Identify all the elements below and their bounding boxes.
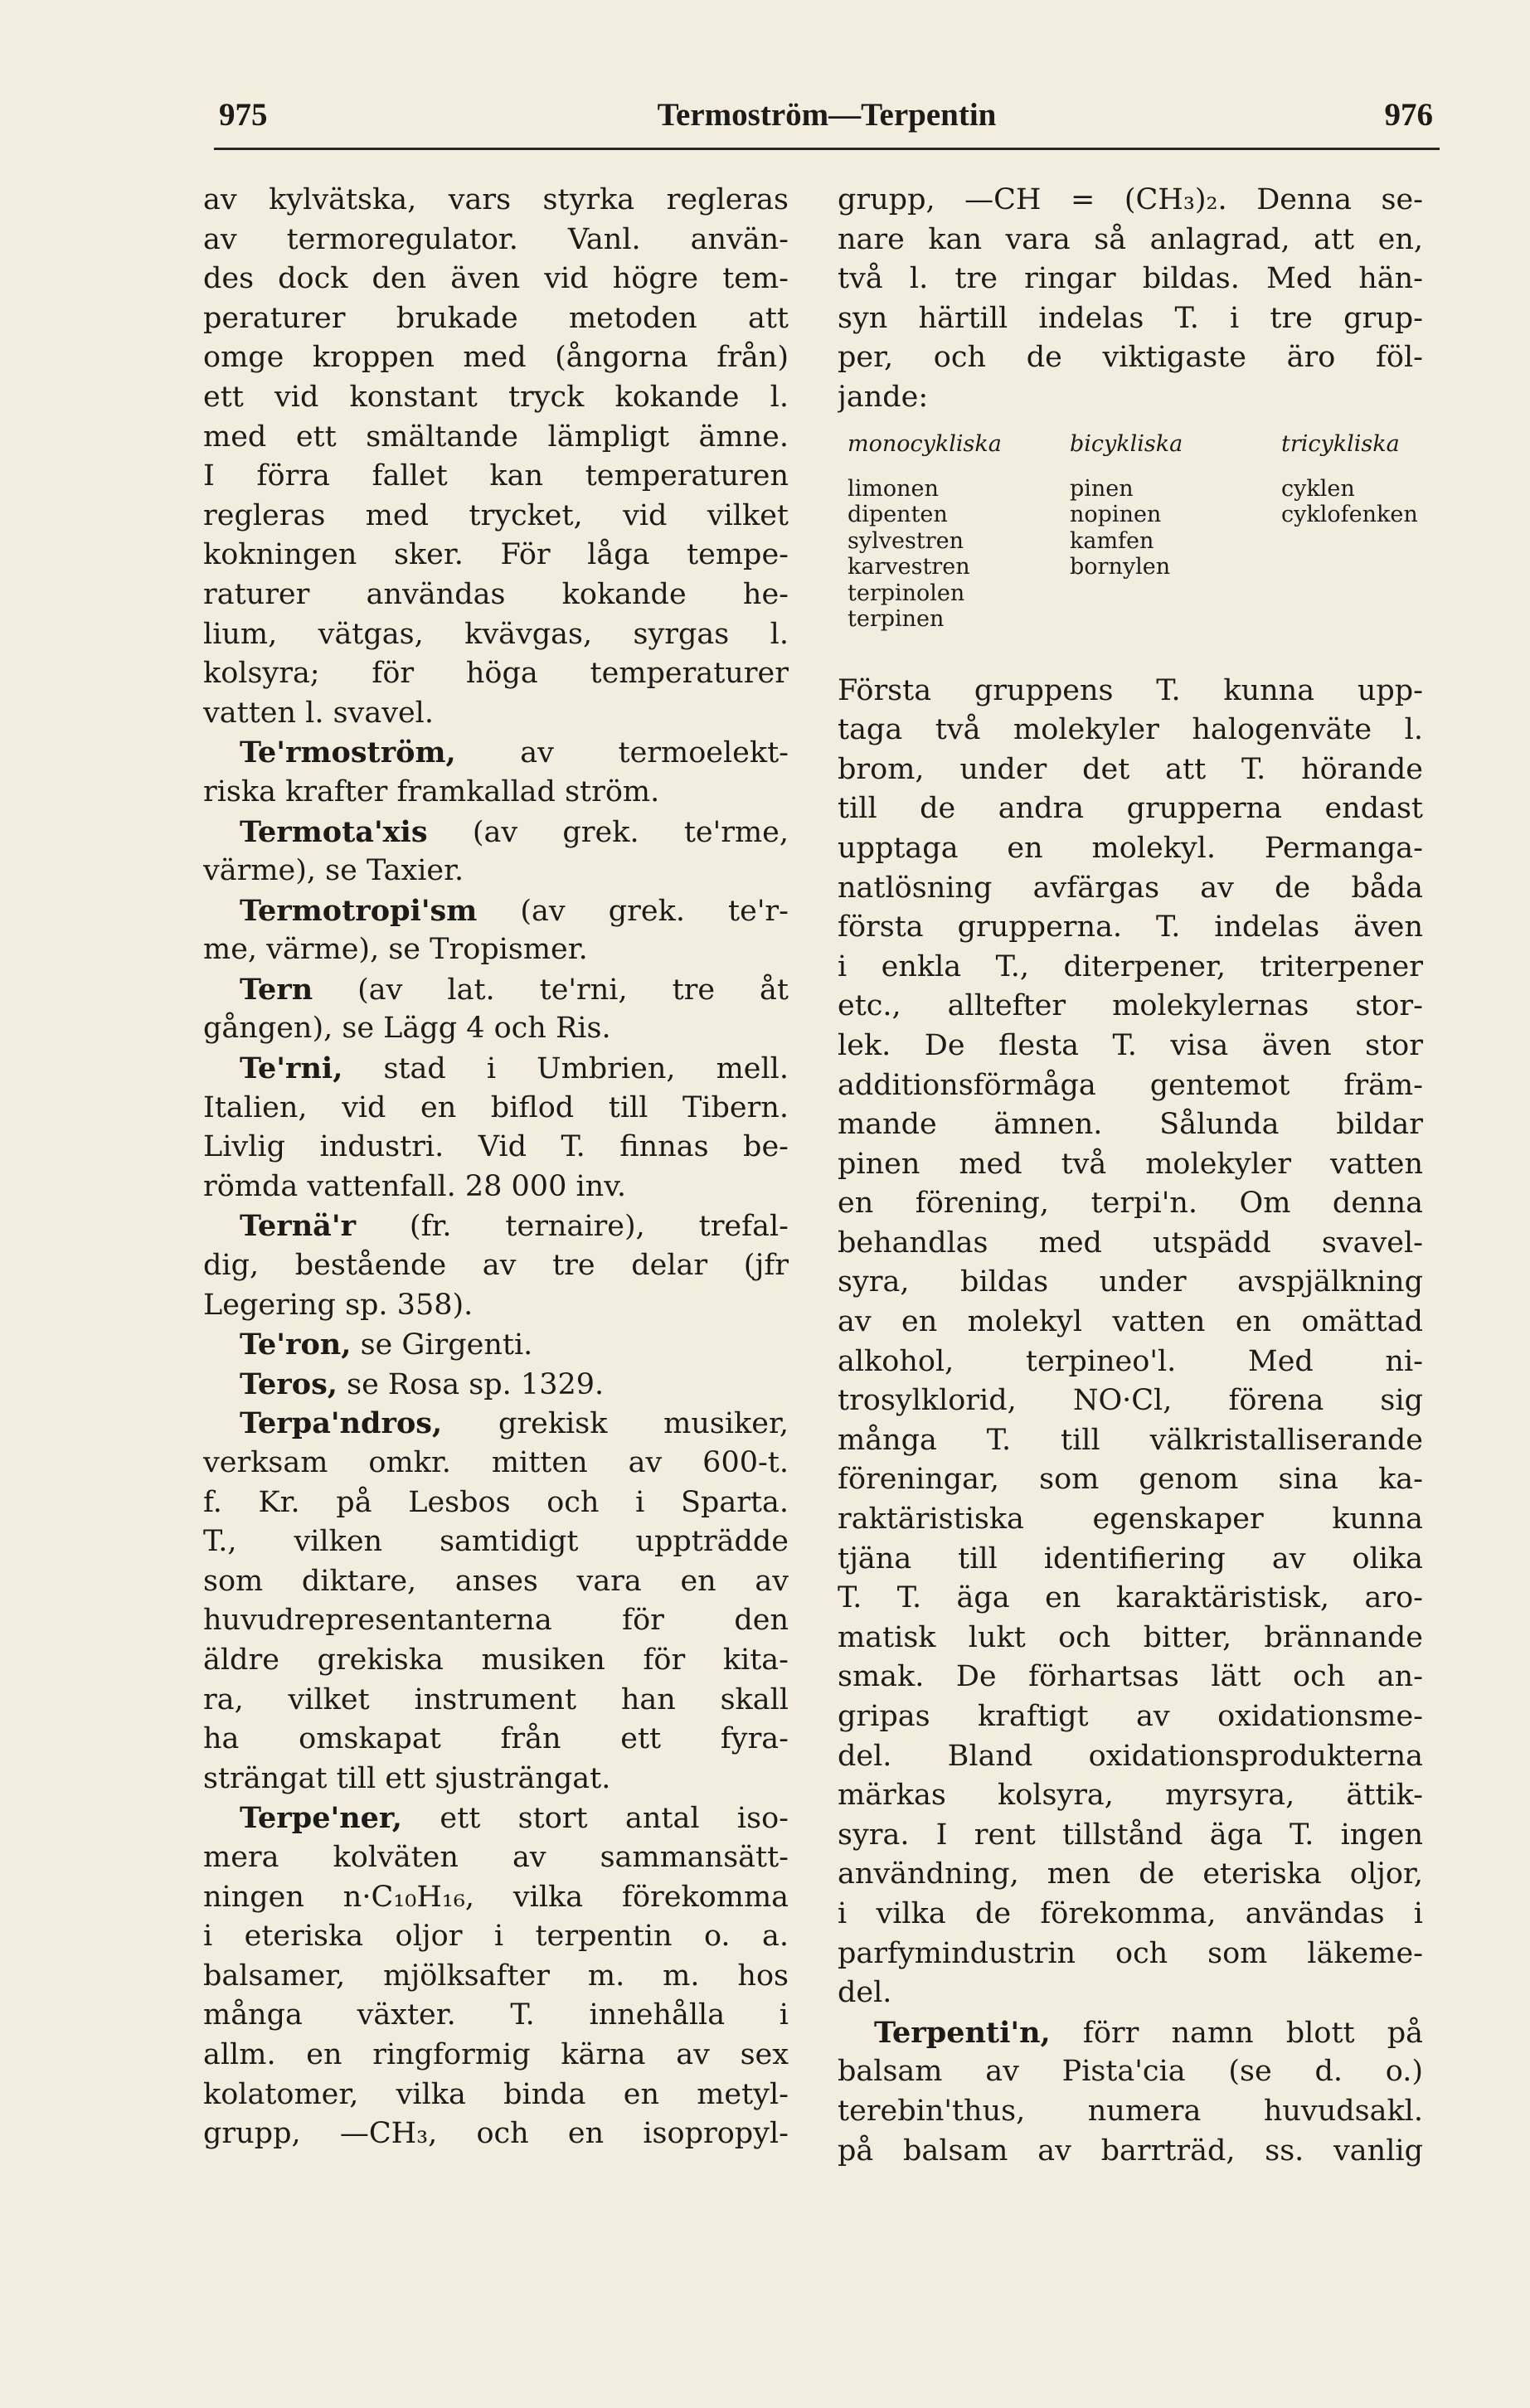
line-text: f. Kr. på Lesbos och i Sparta. xyxy=(203,1485,789,1519)
table-item: kamfen xyxy=(1070,527,1154,554)
line-text: nare kan vara så anlagrad, att en, xyxy=(838,222,1423,256)
line-text: i enkla T., diterpener, triterpener xyxy=(838,949,1423,983)
text-line xyxy=(838,2092,1423,2132)
line-text: kolsyra; för höga temperaturer xyxy=(203,657,789,691)
line-text: Legering sp. 358). xyxy=(203,1288,474,1322)
text-line xyxy=(838,1066,1423,1106)
table-item: nopinen xyxy=(1070,502,1162,528)
text-line xyxy=(838,1855,1423,1895)
line-text: riska krafter framkallad ström. xyxy=(203,774,660,808)
header-rule xyxy=(214,148,1440,150)
line-text: Livlig industri. Vid T. finnas be- xyxy=(203,1130,789,1164)
text-line xyxy=(838,711,1423,750)
line-text: raturer användas kokande he- xyxy=(203,577,789,611)
line-text: se Girgenti. xyxy=(360,1328,533,1362)
line-text: del. xyxy=(838,1976,892,2010)
line-text: brom, under det att T. hörande xyxy=(838,752,1423,786)
line-text: ra, vilket instrument han skall xyxy=(203,1682,789,1716)
line-text: ett vid konstant tryck kokande l. xyxy=(203,380,789,414)
headword: Te'rni, xyxy=(240,1051,343,1086)
line-text: (av grek. te'r- xyxy=(520,894,789,928)
text-line xyxy=(203,773,789,813)
text-line xyxy=(203,338,789,378)
line-text: se Rosa sp. 1329. xyxy=(347,1367,605,1401)
line-text: förr namn blott på xyxy=(1082,2016,1423,2050)
entry-headword-line xyxy=(203,1404,789,1444)
text-line xyxy=(203,1444,789,1483)
table-item: cyklofenken xyxy=(1281,502,1418,528)
text-line xyxy=(838,1895,1423,1935)
table-header: monocykliska xyxy=(848,430,1002,457)
text-line xyxy=(838,1500,1423,1540)
text-line xyxy=(838,299,1423,339)
table-item: pinen xyxy=(1070,475,1134,502)
line-text: omge kroppen med (ångorna från) xyxy=(203,341,789,375)
line-text: märkas kolsyra, myrsyra, ättik- xyxy=(838,1779,1423,1813)
text-line xyxy=(838,1105,1423,1145)
line-text: grupp, —CH₃, och en isopropyl- xyxy=(203,2117,789,2151)
headword: Te'rmoström, xyxy=(240,736,456,770)
text-line xyxy=(838,1619,1423,1658)
line-text: många T. till välkristalliserande xyxy=(838,1423,1423,1457)
text-line xyxy=(203,930,789,970)
text-line xyxy=(838,1816,1423,1856)
line-text: pinen med två molekyler vatten xyxy=(838,1147,1423,1181)
text-line xyxy=(203,378,789,418)
text-line xyxy=(838,1697,1423,1737)
line-text: ningen n·C₁₀H₁₆, vilka förekomma xyxy=(203,1880,789,1914)
line-text: som diktare, anses vara en av xyxy=(203,1564,789,1598)
text-line xyxy=(203,1128,789,1168)
line-text: terebin'thus, numera huvudsakl. xyxy=(838,2094,1423,2128)
text-line xyxy=(838,378,1423,418)
entry-headword-line xyxy=(203,1365,789,1405)
line-text: användning, men de eteriska oljor, xyxy=(838,1857,1423,1891)
headword: Terpe'ner, xyxy=(240,1801,402,1836)
entry-headword-line xyxy=(203,1049,789,1089)
headword: Terpa'ndros, xyxy=(240,1406,443,1441)
line-text: stad i Umbrien, mell. xyxy=(383,1052,789,1086)
text-line xyxy=(838,1303,1423,1342)
line-text: trosylklorid, NO·Cl, förena sig xyxy=(838,1384,1423,1418)
line-text: dig, bestående av tre delar (jfr xyxy=(203,1249,789,1283)
line-text: vatten l. svavel. xyxy=(203,696,435,730)
text-line xyxy=(838,1224,1423,1264)
line-text: av termoelekt- xyxy=(520,736,789,770)
line-text: allm. en ringformig kärna av sex xyxy=(203,2037,789,2071)
line-text: tjäna till identifiering av olika xyxy=(838,1541,1423,1575)
line-text: additionsförmåga gentemot främ- xyxy=(838,1068,1423,1102)
line-text: äldre grekiska musiken för kita- xyxy=(203,1643,789,1677)
text-line xyxy=(203,654,789,694)
headword: Tern xyxy=(240,972,313,1007)
line-text: matisk lukt och bitter, brännande xyxy=(838,1620,1423,1654)
line-text: (fr. ternaire), trefal- xyxy=(409,1210,789,1244)
text-line xyxy=(203,221,789,260)
text-line xyxy=(838,1579,1423,1619)
text-line xyxy=(838,789,1423,829)
text-line xyxy=(838,672,1423,711)
text-line xyxy=(838,1460,1423,1500)
headword: Terpenti'n, xyxy=(874,2015,1051,2050)
right-column xyxy=(838,181,1423,2171)
line-text: mande ämnen. Sålunda bildar xyxy=(838,1108,1423,1142)
table-item: sylvestren xyxy=(848,527,964,554)
text-line xyxy=(838,1145,1423,1185)
text-line xyxy=(838,1342,1423,1382)
text-line xyxy=(203,1089,789,1129)
text-line xyxy=(203,1720,789,1760)
line-text: alkohol, terpineo'l. Med ni- xyxy=(838,1344,1423,1378)
text-line xyxy=(838,1381,1423,1421)
line-text: (av grek. te'rme, xyxy=(472,815,789,849)
entry-headword-line xyxy=(203,1799,789,1838)
left-column xyxy=(203,181,789,2154)
line-text: parfymindustrin och som läkeme- xyxy=(838,1936,1423,1970)
line-text: upptaga en molekyl. Permanga- xyxy=(838,831,1423,865)
line-text: gripas kraftigt av oxidationsme- xyxy=(838,1700,1423,1733)
line-text: föreningar, som genom sina ka- xyxy=(838,1463,1423,1497)
line-text: huvudrepresentanterna för den xyxy=(203,1604,789,1638)
text-line xyxy=(203,1957,789,1997)
line-text: per, och de viktigaste äro föl- xyxy=(838,341,1423,375)
text-line xyxy=(838,260,1423,299)
text-line xyxy=(203,1996,789,2036)
line-text: des dock den även vid högre tem- xyxy=(203,262,789,296)
text-line xyxy=(203,1641,789,1681)
line-text: värme), se Taxier. xyxy=(203,854,464,888)
line-text: kolatomer, vilka binda en metyl- xyxy=(203,2077,789,2111)
text-line xyxy=(203,1168,789,1207)
text-line xyxy=(203,2075,789,2115)
line-text: med ett smältande lämpligt ämne. xyxy=(203,420,789,454)
text-line xyxy=(203,852,789,891)
line-text: jande: xyxy=(838,380,929,414)
text-line xyxy=(203,457,789,497)
line-text: römda vattenfall. 28 000 inv. xyxy=(203,1169,626,1203)
text-line xyxy=(203,1601,789,1641)
text-line xyxy=(838,221,1423,260)
line-text: till de andra grupperna endast xyxy=(838,792,1423,826)
line-text: balsam av Pista'cia (se d. o.) xyxy=(838,2055,1423,2089)
text-line xyxy=(838,1737,1423,1777)
entry-headword-line xyxy=(203,891,789,931)
table-item: terpinen xyxy=(848,606,945,633)
line-text: grupp, —CH = (CH₃)₂. Denna se- xyxy=(838,183,1423,216)
line-text: raktäristiska egenskaper kunna xyxy=(838,1503,1423,1537)
text-line xyxy=(838,1540,1423,1580)
line-text: behandlas med utspädd svavel- xyxy=(838,1226,1423,1260)
text-line xyxy=(838,750,1423,790)
entry-headword-line xyxy=(203,1325,789,1365)
text-line xyxy=(203,418,789,458)
line-text: grekisk musiker, xyxy=(498,1407,789,1441)
text-line xyxy=(838,1776,1423,1816)
entry-headword-line xyxy=(203,1206,789,1246)
text-line xyxy=(838,908,1423,948)
table-header: bicykliska xyxy=(1070,430,1183,457)
text-line xyxy=(203,1917,789,1957)
line-text: smak. De förhartsas lätt och an- xyxy=(838,1660,1423,1694)
line-text: på balsam av barrträd, ss. vanlig xyxy=(838,2134,1423,2168)
text-line xyxy=(838,2052,1423,2092)
line-text: i eteriska oljor i terpentin o. a. xyxy=(203,1920,789,1954)
line-text: ha omskapat från ett fyra- xyxy=(203,1722,789,1756)
headword: Te'ron, xyxy=(240,1328,352,1362)
text-line xyxy=(838,948,1423,988)
table-item: cyklen xyxy=(1281,475,1355,502)
line-text: av termoregulator. Vanl. använ- xyxy=(203,222,789,256)
text-line xyxy=(838,1658,1423,1697)
line-text: en förening, terpi'n. Om denna xyxy=(838,1187,1423,1221)
headword: Termota'xis xyxy=(240,814,428,849)
line-text: av en molekyl vatten en omättad xyxy=(838,1305,1423,1339)
line-text: natlösning avfärgas av de båda xyxy=(838,871,1423,905)
headword: Ternä'r xyxy=(240,1209,357,1244)
table-item: terpinolen xyxy=(848,580,965,606)
page-header xyxy=(214,91,1440,144)
text-line xyxy=(838,987,1423,1027)
line-text: många växter. T. innehålla i xyxy=(203,1998,789,2032)
text-line xyxy=(203,1681,789,1721)
text-line xyxy=(838,1973,1423,2013)
line-text: etc., alltefter molekylernas stor- xyxy=(838,989,1423,1023)
page-number-left: 975 xyxy=(219,97,268,133)
text-line xyxy=(203,1009,789,1049)
line-text: T., vilken samtidigt uppträdde xyxy=(203,1525,789,1559)
entry-headword-line xyxy=(838,2013,1423,2053)
text-line xyxy=(203,1562,789,1602)
entry-headword-line xyxy=(203,733,789,773)
text-line xyxy=(838,338,1423,378)
text-line xyxy=(203,299,789,339)
line-text: ett stort antal iso- xyxy=(440,1802,789,1836)
line-text: strängat till ett sjusträngat. xyxy=(203,1761,611,1795)
line-text: regleras med trycket, vid vilket xyxy=(203,498,789,532)
line-text: verksam omkr. mitten av 600-t. xyxy=(203,1446,789,1479)
table-item: dipenten xyxy=(848,502,948,528)
text-line xyxy=(203,1246,789,1286)
table-column-tricyclic xyxy=(1281,428,1418,528)
line-text: två l. tre ringar bildas. Med hän- xyxy=(838,262,1423,296)
line-text: del. Bland oxidationsprodukterna xyxy=(838,1739,1423,1773)
text-line xyxy=(203,1522,789,1562)
text-line xyxy=(203,694,789,734)
page-number-right: 976 xyxy=(1384,97,1433,133)
line-text: av kylvätska, vars styrka regleras xyxy=(203,183,789,216)
table-column-bicyclic xyxy=(1070,428,1183,580)
line-text: Italien, vid en biflod till Tibern. xyxy=(203,1090,789,1124)
headword: Termotropi'sm xyxy=(240,893,478,928)
table-item: limonen xyxy=(848,475,939,502)
table-header: tricykliska xyxy=(1281,430,1400,457)
entry-headword-line xyxy=(203,813,789,852)
text-line xyxy=(203,2036,789,2075)
text-line xyxy=(838,1263,1423,1303)
right-column-top-text xyxy=(838,181,1423,418)
text-line xyxy=(203,575,789,615)
text-line xyxy=(203,1286,789,1326)
text-line xyxy=(838,829,1423,869)
text-line xyxy=(203,181,789,221)
line-text: lek. De flesta T. visa även stor xyxy=(838,1028,1423,1062)
line-text: gången), se Lägg 4 och Ris. xyxy=(203,1012,611,1046)
text-line xyxy=(203,1838,789,1878)
table-item: karvestren xyxy=(848,554,970,580)
line-text: Första gruppens T. kunna upp- xyxy=(838,673,1423,707)
text-line xyxy=(203,1760,789,1799)
line-text: I förra fallet kan temperaturen xyxy=(203,459,789,493)
line-text: mera kolväten av sammansätt- xyxy=(203,1840,789,1874)
line-text: i vilka de förekomma, användas i xyxy=(838,1896,1423,1930)
line-text: syra. I rent tillstånd äga T. ingen xyxy=(838,1818,1423,1852)
text-line xyxy=(203,536,789,575)
terpene-table xyxy=(838,428,1423,667)
headword: Teros, xyxy=(240,1367,338,1401)
line-text: kokningen sker. För låga tempe- xyxy=(203,538,789,572)
line-text: balsamer, mjölksafter m. m. hos xyxy=(203,1959,789,1993)
line-text: me, värme), se Tropismer. xyxy=(203,933,588,967)
text-line xyxy=(838,1184,1423,1224)
running-title: Termoström—Terpentin xyxy=(657,97,997,133)
line-text: taga två molekyler halogenväte l. xyxy=(838,713,1423,747)
text-line xyxy=(203,1483,789,1523)
line-text: (av lat. te'rni, tre åt xyxy=(357,973,789,1007)
line-text: peraturer brukade metoden att xyxy=(203,301,789,335)
text-line xyxy=(838,1935,1423,1974)
line-text: syra, bildas under avspjälkning xyxy=(838,1265,1423,1299)
text-line xyxy=(838,181,1423,221)
text-line xyxy=(203,260,789,299)
entry-headword-line xyxy=(203,970,789,1010)
text-line xyxy=(838,1027,1423,1066)
text-line xyxy=(838,2132,1423,2172)
text-line xyxy=(838,1421,1423,1461)
line-text: första grupperna. T. indelas även xyxy=(838,910,1423,944)
text-line xyxy=(203,615,789,655)
table-item: bornylen xyxy=(1070,554,1171,580)
line-text: lium, vätgas, kvävgas, syrgas l. xyxy=(203,617,789,651)
table-column-monocyclic xyxy=(848,428,1002,633)
text-line xyxy=(203,2114,789,2154)
line-text: syn härtill indelas T. i tre grup- xyxy=(838,301,1423,335)
line-text: T. T. äga en karaktäristisk, aro- xyxy=(838,1581,1423,1615)
text-line xyxy=(203,1878,789,1918)
right-column-bottom-text xyxy=(838,672,1423,2172)
text-line xyxy=(203,497,789,536)
text-line xyxy=(838,869,1423,909)
